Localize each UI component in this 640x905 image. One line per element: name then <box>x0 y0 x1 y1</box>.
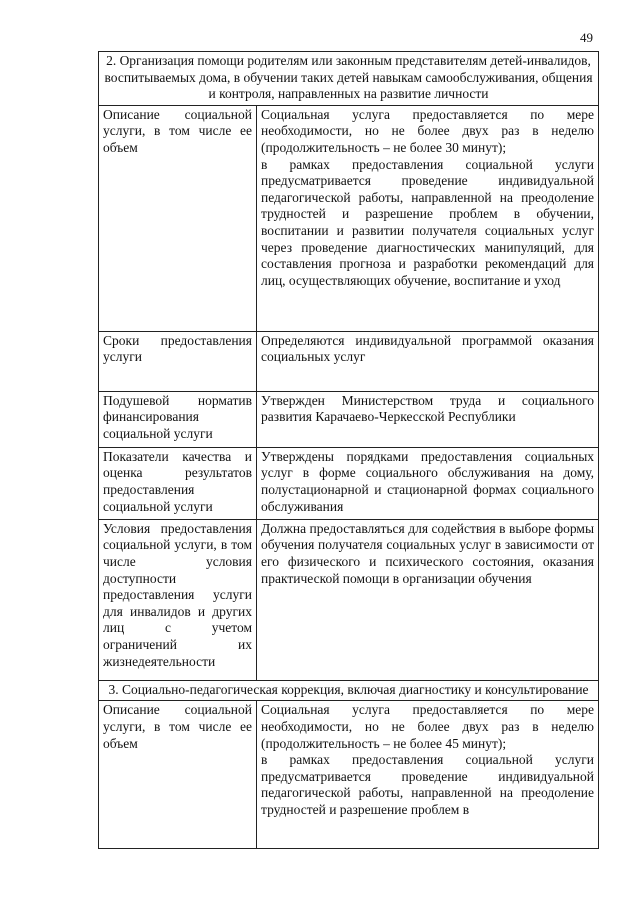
row-content-financing <box>257 391 599 447</box>
content-paragraph: в рамках предоставления социальной услуги предусматривается проведение индивидуальной педагогической работы, направленной на преодоление трудностей и разрешение проблем в <box>261 752 595 817</box>
table-row <box>99 519 599 680</box>
content-paragraph: Определяются индивидуальной программой оказания социальных услуг <box>261 332 595 365</box>
content-paragraph: Социальная услуга предоставляется по мере необходимости, но не более двух раз в неделю (продолжительность – не более 30 минут); <box>261 106 595 155</box>
table-row <box>99 391 599 447</box>
row-label-quality: Показатели качества и оценка результатов предоставления социальной услуги <box>99 447 257 519</box>
row-label-terms: Сроки предоставления услуги <box>99 331 257 391</box>
row-content-description <box>257 701 599 849</box>
section-2-heading: 2. Организация помощи родителям или законным представителям детей-инвалидов, воспитываемых дома, в обучении таких детей навыкам самообслуживания, общения и контроля, направленных на развитие личности <box>99 52 599 106</box>
row-label-description: Описание социальной услуги, в том числе ее объем <box>99 105 257 331</box>
content-paragraph: Утверждены порядками предоставления социальных услуг в форме социального обслуживания на дому, полустационарной и стационарной формах социального обслуживания <box>261 448 595 514</box>
row-content-conditions <box>257 519 599 680</box>
content-paragraph: Социальная услуга предоставляется по мере необходимости, но не более двух раз в неделю (продолжительность – не более 45 минут); <box>261 702 595 751</box>
row-label-description: Описание социальной услуги, в том числе ее объем <box>99 701 257 849</box>
content-paragraph: Утвержден Министерством труда и социального развития Карачаево-Черкесской Республики <box>261 392 595 425</box>
content-paragraph: в рамках предоставления социальной услуги предусматривается проведение индивидуальной педагогической работы, направленной на преодоление трудностей и разрешение проблем в обучении, воспитании и развитии получателя социальных услуг через проведение диагностических манипуляций, для составления прогноза и разработки рекомендаций для лиц, осуществляющих обучение, воспитание и уход <box>261 156 595 288</box>
row-content-quality <box>257 447 599 519</box>
table-row <box>99 331 599 391</box>
row-label-financing: Подушевой норматив финансирования социальной услуги <box>99 391 257 447</box>
section-2-heading-row <box>99 52 599 106</box>
section-3-heading-row <box>99 680 599 701</box>
row-content-terms <box>257 331 599 391</box>
services-table <box>98 51 599 849</box>
page-number: 49 <box>580 30 593 45</box>
table-row <box>99 447 599 519</box>
section-3-heading: 3. Социально-педагогическая коррекция, включая диагностику и консультирование <box>99 680 599 701</box>
row-label-conditions: Условия предоставления социальной услуги, в том числе условия доступности предоставления услуги для инвалидов и других лиц с учетом ограничений их жизнедеятельности <box>99 519 257 680</box>
table-row <box>99 701 599 849</box>
row-content-description <box>257 105 599 331</box>
table-row <box>99 105 599 331</box>
content-paragraph: Должна предоставляться для содействия в выборе формы обучения получателя социальных услуг в зависимости от его физического и психического состояния, оказания практической помощи в организации обучения <box>261 520 595 586</box>
